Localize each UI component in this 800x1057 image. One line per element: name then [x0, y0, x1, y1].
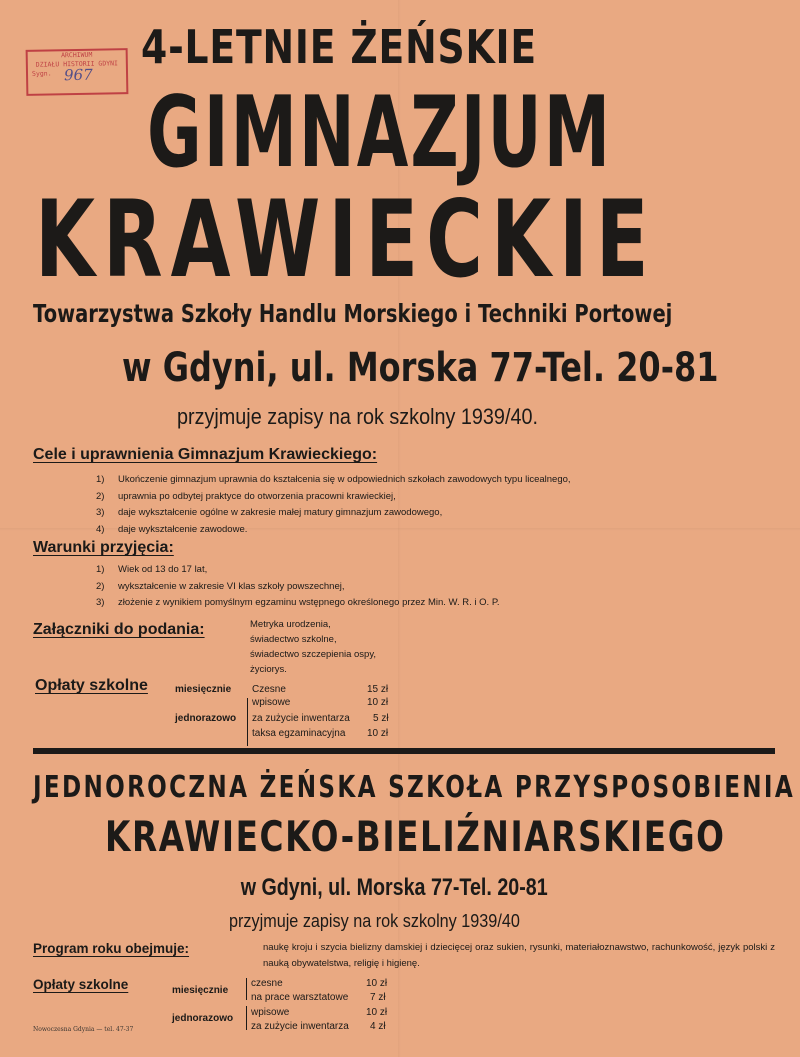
- fee-amount: 10 zł: [367, 728, 389, 739]
- fee-name: Czesne: [252, 684, 286, 695]
- fees-monthly-label: miesięcznie: [175, 684, 232, 695]
- goal-item: 4) daje wykształcenie zawodowe.: [96, 523, 248, 535]
- fee-amount: 7 zł: [370, 992, 386, 1003]
- fee-bracket: [246, 978, 247, 1000]
- header-title-krawieckie: KRAWIECKIE: [35, 178, 657, 301]
- fee-bracket: [247, 698, 248, 746]
- attachment-item: świadectwo szczepienia ospy,: [250, 649, 377, 660]
- attachment-item: Metryka urodzenia,: [250, 619, 331, 630]
- attachments-list: [250, 617, 376, 677]
- fee-amount: 4 zł: [370, 1021, 386, 1032]
- goal-item: 2) uprawnia po odbytej praktyce do otworzenia pracowni krawieckiej,: [96, 490, 396, 502]
- stamp-number: 967: [63, 65, 93, 85]
- fee-name: wpisowe: [251, 1007, 290, 1018]
- conditions-list: [96, 562, 500, 612]
- condition-item: 3) złożenie z wynikiem pomyślnym egzaminu wstępnego określonego przez Min. W. R. i O. P.: [96, 597, 500, 608]
- header-line-1: 4-LETNIE ŻEŃSKIE: [141, 20, 537, 74]
- goals-list: [96, 472, 571, 538]
- goals-heading: Cele i uprawnienia Gimnazjum Krawieckiego:: [33, 446, 378, 463]
- fee-amount: 10 zł: [366, 978, 388, 989]
- printer-imprint: Nowoczesna Gdynia — tel. 47-37: [33, 1026, 134, 1033]
- stamp-line-2: DZIAŁU HISTORII GDYNI: [35, 59, 119, 69]
- fee-amount: 10 zł: [367, 697, 389, 708]
- attachment-item: świadectwo szkolne,: [250, 634, 337, 645]
- fee-name: za zużycie inwentarza: [251, 1021, 349, 1032]
- header-title-gimnazjum: GIMNAZJUM: [147, 76, 613, 190]
- program-heading: Program roku obejmuje:: [33, 941, 190, 956]
- program-text: naukę kroju i szycia bielizny damskiej i dziecięcej oraz sukien, rysunki, materiałoznawstwo, rachunkowość, język polski z nauką obywatelstwa, religię i higienę.: [263, 942, 775, 969]
- school2-title: JEDNOROCZNA ŻEŃSKA SZKOŁA PRZYSPOSOBIENIA: [33, 770, 796, 805]
- school2-enrollment: przyjmuje zapisy na rok szkolny 1939/40: [229, 911, 520, 931]
- fees2-monthly-label: miesięcznie: [172, 985, 229, 996]
- fees-once-label: jednorazowo: [175, 713, 237, 724]
- school2-subtitle: KRAWIECKO-BIELIŹNIARSKIEGO: [105, 812, 726, 861]
- goal-item: 1) Ukończenie gimnazjum uprawnia do kształcenia się w odpowiednich szkołach zawodowych typu licealnego,: [96, 474, 571, 485]
- header-society: Towarzystwa Szkoły Handlu Morskiego i Techniki Portowej: [33, 299, 673, 328]
- condition-item: 2) wykształcenie w zakresie VI klas szkoły powszechnej,: [96, 580, 345, 592]
- fee-amount: 10 zł: [366, 1007, 388, 1018]
- archive-stamp: [26, 48, 129, 96]
- fee-name: za zużycie inwentarza: [252, 713, 350, 724]
- condition-item: 1) Wiek od 13 do 17 lat,: [96, 564, 208, 575]
- fee-name: czesne: [251, 978, 283, 989]
- fee-name: na prace warsztatowe: [251, 992, 349, 1003]
- fee-amount: 5 zł: [373, 713, 389, 724]
- header-address: w Gdyni, ul. Morska 77-Tel. 20-81: [122, 345, 719, 391]
- stamp-line-3: Sygn.: [31, 69, 52, 78]
- fee-name: wpisowe: [252, 697, 291, 708]
- conditions-heading: Warunki przyjęcia:: [33, 539, 174, 556]
- attachments-heading: Załączniki do podania:: [33, 621, 205, 638]
- enrollment-notice: przyjmuje zapisy na rok szkolny 1939/40.: [177, 404, 538, 429]
- stamp-line-1: ARCHIWUM: [60, 50, 93, 60]
- goal-item: 3) daje wykształcenie ogólne w zakresie małej matury gimnazjum zawodowego,: [96, 507, 443, 518]
- fees-heading: Opłaty szkolne: [35, 677, 148, 694]
- fee-name: taksa egzaminacyjna: [252, 728, 346, 739]
- school2-address: w Gdyni, ul. Morska 77-Tel. 20-81: [240, 874, 548, 901]
- fees2-once-label: jednorazowo: [172, 1013, 234, 1024]
- fee-bracket: [246, 1006, 247, 1030]
- fee-amount: 15 zł: [367, 684, 389, 695]
- fees2-heading: Opłaty szkolne: [33, 977, 129, 992]
- attachment-item: życiorys.: [250, 664, 287, 675]
- section-divider: [33, 748, 775, 754]
